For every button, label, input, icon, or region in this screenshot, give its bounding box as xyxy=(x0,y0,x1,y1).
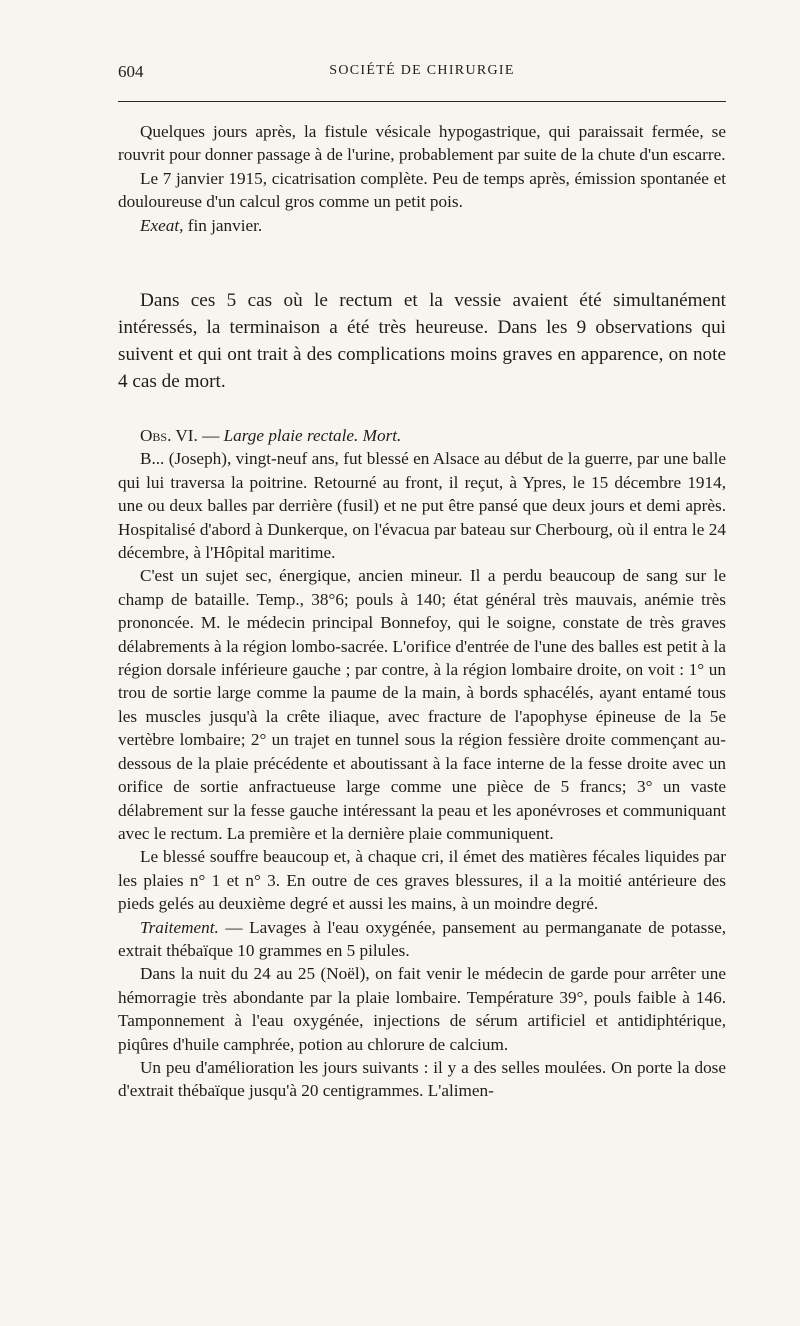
observation-prefix: Obs. VI. — xyxy=(140,426,224,445)
header-rule xyxy=(118,101,726,102)
treatment-label: Traitement. xyxy=(140,917,219,937)
summary-paragraph-block xyxy=(118,287,726,395)
improvement-paragraph: Un peu d'amélioration les jours suivants : il y a des selles moulées. On porte la dose d'extrait thébaïque jusqu'à 20 centigrammes. L'alimen- xyxy=(118,1057,726,1101)
summary-paragraph: Dans ces 5 cas où le rectum et la vessie avaient été simultanément intéressés, la terminaison a été très heureuse. Dans les 9 observations qui suivent et qui ont trait à des complications moins graves en apparence, on note 4 cas de mort. xyxy=(118,290,726,392)
hemorrhage-paragraph: Dans la nuit du 24 au 25 (Noël), on fait venir le médecin de garde pour arrêter une hémorragie très abondante par la plaie lombaire. Température 39°, pouls faible à 146. Tamponnement à l'eau oxygénée, injections de sérum artificiel et antidiphtérique, piqûres d'huile camphrée, potion au chlorure de calcium. xyxy=(118,964,726,1054)
observation-heading: Large plaie rectale. Mort. xyxy=(223,426,402,445)
patient-history-paragraph: B... (Joseph), vingt-neuf ans, fut blessé en Alsace au début de la guerre, par une balle qui lui traversa la poitrine. Retourné au front, il reçut, à Ypres, le 15 décembre 1914, une ou deux balles par derrière (fusil) et ne put être pansé que deux jours et demi après. Hospitalisé d'abord à Dunkerque, on l'évacua par bateau sur Cherbourg, où il entra le 24 décembre, à l'Hôpital maritime. xyxy=(118,449,726,563)
treatment-text: — Lavages à l'eau oxygénée, pansement au permanganate de potasse, extrait thébaïque 10 grammes en 5 pilules. xyxy=(118,917,726,960)
paragraph-exeat xyxy=(118,214,726,237)
observation-title xyxy=(118,424,726,447)
exeat-text: fin janvier. xyxy=(183,215,263,235)
paragraph-cicatrisation: Le 7 janvier 1915, cicatrisation complète. Peu de temps après, émission spontanée et douloureuse d'un calcul gros comme un petit pois. xyxy=(118,168,726,212)
exeat-label: Exeat, xyxy=(140,215,184,235)
page-header xyxy=(118,62,726,86)
symptoms-paragraph: Le blessé souffre beaucoup et, à chaque cri, il émet des matières fécales liquides par les plaies n° 1 et n° 3. En outre de ces graves blessures, il a la moitié antérieure des pieds gelés au deuxième degré et aussi les mains, à un moindre degré. xyxy=(118,847,726,914)
paragraph-fistule: Quelques jours après, la fistule vésicale hypogastrique, qui paraissait fermée, se rouvrit pour donner passage à de l'urine, probablement par suite de la chute d'un escarre. xyxy=(118,122,726,165)
clinical-findings-paragraph: C'est un sujet sec, énergique, ancien mineur. Il a perdu beaucoup de sang sur le champ de bataille. Temp., 38°6; pouls à 140; état général très mauvais, anémie très prononcée. M. le médecin principal Bonnefoy, qui le soigne, constate de très graves délabrements à la région lombo-sacrée. L'orifice d'entrée de l'une des balles est petit à la région dorsale inférieure gauche ; par contre, à la région lombaire droite, on voit : 1° un trou de sortie large comme la paume de la main, à bords sphacélés, ayant entamé tous les muscles jusqu'à la crête iliaque, avec fracture de l'apophyse épineuse de la 5e vertèbre lombaire; 2° un trajet en tunnel sous la région fessière droite commençant au-dessous de la plaie précédente et aboutissant à la face interne de la fesse droite avec un orifice de sortie anfractueuse large comme une pièce de 5 francs; 3° un vaste délabrement sur la fesse gauche intéressant la peau et les aponévroses et communiquant avec le rectum. La première et la dernière plaie communiquent. xyxy=(118,566,726,843)
page-number: 604 xyxy=(118,62,144,81)
running-head: SOCIÉTÉ DE CHIRURGIE xyxy=(329,63,515,78)
observation-vi xyxy=(118,424,726,1103)
treatment-paragraph xyxy=(118,916,726,963)
opening-paragraphs xyxy=(118,120,726,237)
